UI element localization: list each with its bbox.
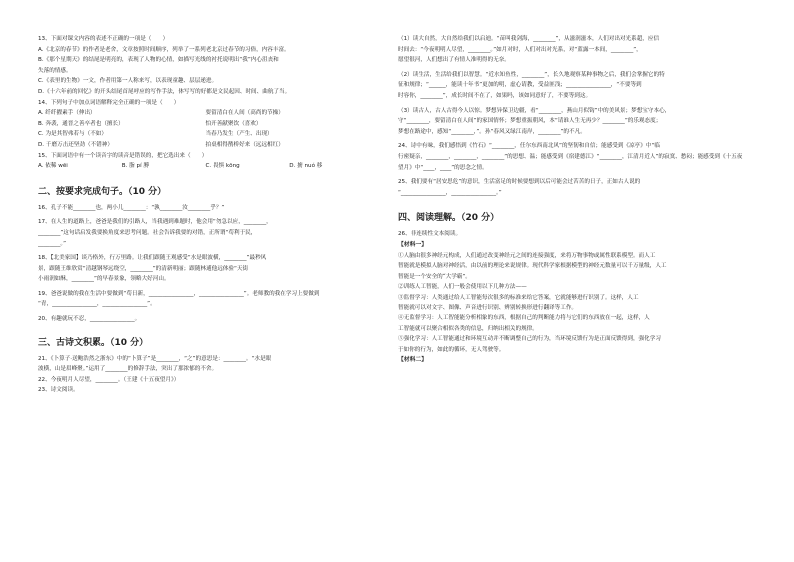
q14-c-left: C. 为是其智弗若与（不如） [38, 131, 107, 138]
p2-line3: 时容你，________”，成长时间不在了，如果吗，该如同意好了，不要等到这。 [398, 92, 592, 99]
q22: 22、今夜明月人尽望，________。（王建《十五夜望月》） [38, 376, 180, 383]
q15-options [38, 161, 373, 172]
q20: 20、有趣就玩不忍，________________。 [38, 316, 141, 323]
q14-a-left: A. 纤纤擢素手（伸出） [38, 110, 96, 117]
q14-row-a [38, 108, 373, 119]
q14-c-right: 当春乃发生（产生、出现） [205, 131, 273, 138]
material-1-line: 于如你的行为，如此的循环，无人驾驶等。 [398, 346, 505, 353]
q24-line3: 望月》中“____，____”的思念之情。 [398, 164, 488, 171]
p2-line1: （2）读生活，生活给我们以智慧。“近水知鱼性，________”，长久地观察某种事物之后，我们会掌握它的特 [398, 71, 665, 78]
q13-option-c: C.《表里的生物》一文，作者用第一人称来写，以表现童趣、层层递进。 [38, 78, 218, 85]
q14-row-c [38, 129, 373, 140]
q19-line1: 19、爸爸说做的我在生活中要做到“苟日新，________________，________________”。老师教的我在学习上要做到 [38, 290, 320, 297]
material-2-label: 【材料二】 [398, 356, 427, 363]
p3-line1: （3）读古人，古人古得今人以惊。梦想异保卫边疆，看“________，燕山月似钩”中的美风景；梦想宝守本心， [398, 107, 671, 114]
q24-line2: 行密疑亲，________，________，________”的思想、温；能感受到《宿建德江》“________，江清月近人”的寂寞、愁闷；能感受到《十五夜 [398, 153, 743, 160]
q17-line1: 17、在人生的道路上，爸爸是我们的引路人，当我遇到难题时，他会用“勿急以应，________， [38, 219, 272, 226]
q18-line1: 18、【北美家国】谈乃格外，行万里路。让我们跟随王观感受“水是眼波横，________”最秒风 [38, 255, 267, 262]
q15-option-a: A. 依稀 wēi [38, 163, 68, 170]
q13-option-d: D.《十六年前的回忆》的开头结尾首尾呼应的写作手法，体写写的好都是文民起因、时间、曲航了当。 [38, 88, 291, 95]
q26: 26、非连续性文本阅读。 [398, 231, 462, 238]
material-1-line: ②训练人工智能，人们一般会使用以下几种方法—— [398, 284, 527, 291]
q25-line2: “________________，________________。” [398, 189, 502, 196]
q17-line2: ________”这句话启发我要换角度来思考问题。社会告诉我要的对错，正所谓“苟利于民， [38, 229, 257, 236]
material-1-line: ①人脑由很多神经元构成，人们通过改变神经元之间的连接强度，来将万物事物或属性联系模型。而人工 [398, 252, 656, 259]
q14-row-b [38, 119, 373, 130]
left-column [38, 34, 373, 396]
q15-stem: 15、下面词语中有一个读音字的读音是错误的，把它选出来（ ） [38, 152, 208, 159]
q13-option-b-cont: 失落的情感。 [38, 67, 72, 74]
material-1-line: 智能是一个安全的“大学霸”。 [398, 273, 471, 280]
q14-row-d [38, 140, 373, 151]
q13-option-a: A.《北京的春节》的作者是老舍，文章按照时间顺序，列举了一系列老北京过春节的习俗，内容丰富。 [38, 46, 290, 53]
q13-stem: 13、下面对课文内容的表述不正确的一项是（ ） [38, 36, 169, 42]
material-1-line: 智能就可以对文字、图像、声音进行识别、辨别转换形进行翻译等工作。 [398, 304, 578, 311]
material-1-label: 【材料一】 [398, 241, 427, 248]
q21-line1: 21、《卜算子·送鲍浩然之浙东》中的“卜算子”是________，“之”的意思是：________。“水是眼 [38, 355, 272, 362]
q15-option-d: D. 掳 nuó 移 [289, 163, 323, 170]
q14-b-right: 怕开善献聚饮（喜欢） [205, 120, 262, 127]
p3-line3: 梦想在路途中，感知“________，”。孙“春风又绿江南岸，________”的不凡。 [398, 128, 586, 135]
material-1-line: 智能就是模拟人脑对神经活，由以前的理论来说规律。现代科学家根据模型的神经元数量可以千万量级，人工 [398, 263, 667, 270]
right-column [398, 34, 748, 366]
section-2-title: 二、按要求完成句子。（10 分） [38, 186, 167, 197]
material-1-line: ⑤强化学习：人工智能通过和环境互动并不断调整自己的行为，当环境反馈行为是正面反馈得到，强化学习 [398, 336, 661, 343]
q25-line1: 25、我们要有“居安思危”的意识，生活富足的时候要想到以后可能会过苦苦的日子，正如古人说的 [398, 179, 641, 186]
q17-line3: ________。” [38, 240, 67, 247]
q13-option-b: B.《那个星期天》的结尾是明亮的，表现了人物的心情，如描写光线的衬托说明出“我”内心沮丧和 [38, 57, 279, 64]
p2-line2: 征和规律；“______，能读十年书”更加的明，虚心请教，受益匪浅；________________，“不要等到 [398, 82, 642, 89]
q15-option-c: C. 畏惧 kōng [205, 163, 240, 170]
q14-stem: 14、下列句子中加点词语解释完全正确的一项是（ ） [38, 99, 180, 106]
q24-line1: 24、诗中有味，我们感悟到《竹石》“________，任尔东西南北风”的坚韧和自信；能感受到《凉亭》中“临 [398, 143, 660, 150]
p1-line2: 时间去：“今夜明明人尽望，________。”如月对时，人们对出对光系，对“蓝露一本间，________”， [398, 46, 642, 53]
q18-line2: 景，跟随王维欣赏“清越钢琴远绕空，________”的清新明丽；跟随林逋他远体验“天街 [38, 265, 249, 272]
p3-line2: 守“________，要留清白在人间”的家国情怀；梦想重振朝风，本“请谁人生无再少？________”的乐观态度； [398, 118, 662, 125]
section-4-title: 四、阅读理解。（20 分） [398, 213, 500, 224]
q18-line3: 小雨润如酥，________”的早春景象，领略大好河山。 [38, 276, 170, 283]
q16: 16、孔子不能________也，两小儿________：“孰________汝________乎？” [38, 204, 225, 211]
q14-d-left: D. 千磨万击还坚劲（不错神） [38, 141, 113, 148]
material-1-line: ③监督学习：人类通过给人工智能每次很多的标准来给它答案，它就能够进行识别了。这样，人工 [398, 294, 639, 301]
q23: 23、诗文阅读。 [38, 387, 79, 394]
q15-option-b: B. 脂 pí 膊 [121, 163, 149, 170]
q21-line2: 波横，山是眉峰聚。”运用了________的修辞手法，突出了那浓郁的不舍。 [38, 366, 218, 373]
q19-line2: “青，________________，________________”。 [38, 301, 156, 308]
material-1-line: 工智能就可以聚合相似各类的信息，归纳出相关的规律。 [398, 325, 538, 332]
section-3-title: 三、古诗文积累。（10 分） [38, 337, 149, 348]
q14-a-right: 要留清白在人间（高尚的节操） [205, 110, 284, 117]
material-1-line: ④无监督学习：人工智能能分析相象的东西，根据自己的判断能力将与它们的东西放在一起，这样，人 [398, 315, 650, 322]
p1-line1: （1）读大自然，大自然给我们以启迪。“苗叫我剑海，________”，从滋润滋本，人们对出对光系超，应信 [398, 36, 660, 42]
q14-d-right: 拍桌相得鹊桥好来（远远相红） [205, 141, 284, 148]
p1-line3: 愿望很河，人们想出了有情人准明得的无奈。 [398, 57, 510, 64]
q14-b-left: B. 奔袭，通晋之善卒者也（擅长） [38, 120, 124, 127]
